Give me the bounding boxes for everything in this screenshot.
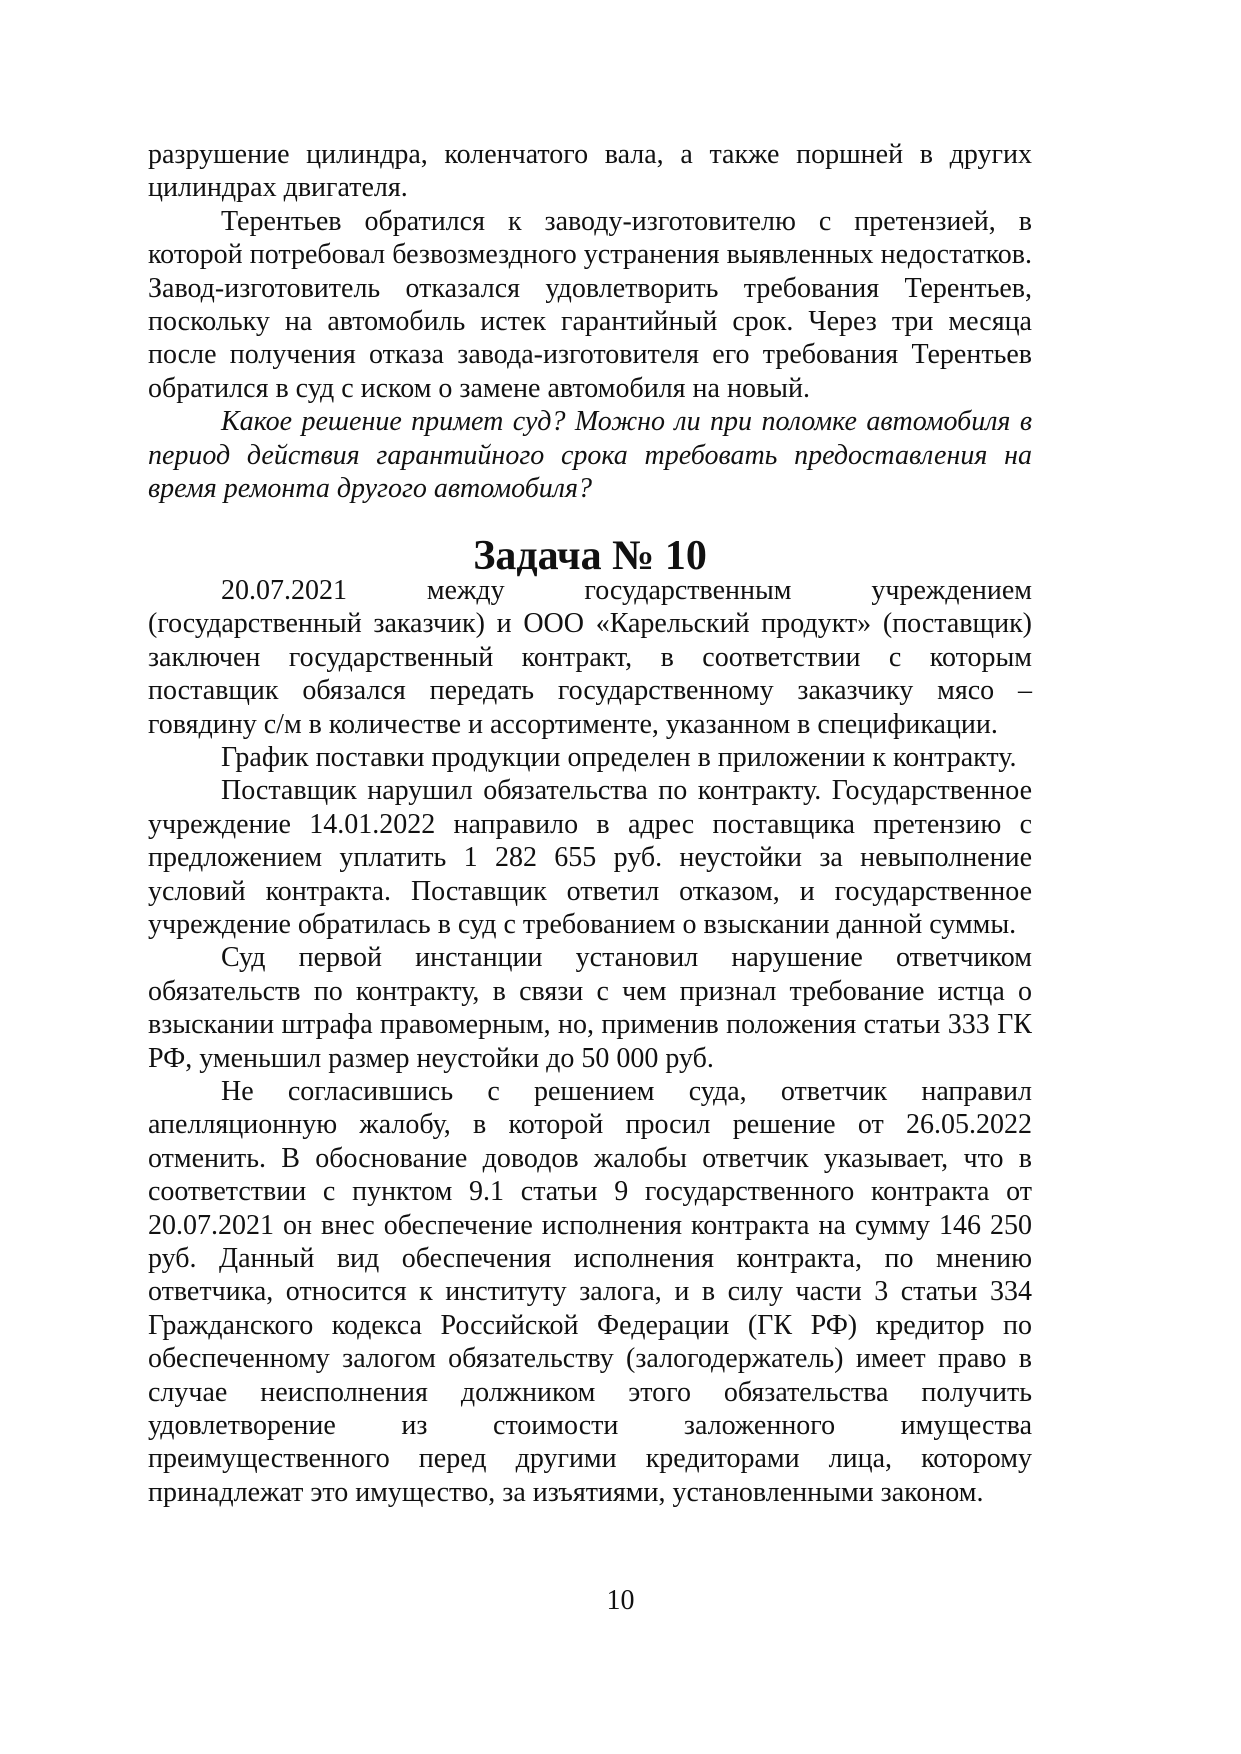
task-question: Какое решение примет суд? Можно ли при поломке автомобиля в период действия гарантийного срока требовать предоставления на время ремонта другого автомобиля? xyxy=(148,406,1032,505)
task-paragraph-violation: Поставщик нарушил обязательства по контракту. Государственное учреждение 14.01.2022 направило в адрес поставщика претензию с предложением уплатить 1 282 655 руб. неустойки за невыполнение условий контракта. Поставщик ответил отказом, и государственное учреждение обратилась в суд с требованием о взыскании данной суммы. xyxy=(148,775,1032,940)
task-paragraph-first-instance: Суд первой инстанции установил нарушение ответчиком обязательств по контракту, в связи с чем признал требование истца о взыскании штрафа правомерным, но, применив положения статьи 333 ГК РФ, уменьшил размер неустойки до 50 000 руб. xyxy=(148,942,1032,1074)
task-heading: Задача № 10 xyxy=(473,533,707,580)
task-paragraph-contract: 20.07.2021 между государственным учреждением (государственный заказчик) и ООО «Карельский продукт» (поставщик) заключен государственный контракт, в соответствии с которым поставщик обязался передать государственному заказчику мясо – говядину с/м в количестве и ассортименте, указанном в спецификации. xyxy=(148,574,1032,740)
page-body xyxy=(148,138,1032,1509)
paragraph-claim: Терентьев обратился к заводу-изготовителю с претензией, в которой потребовал безвозмездного устранения выявленных недостатков. Завод-изготовитель отказался удовлетворить требования Терентьев, поскольку на автомобиль истек гарантийный срок. Через три месяца после получения отказа завода-изготовителя его требования Терентьев обратился в суд с иском о замене автомобиля на новый. xyxy=(148,205,1032,404)
page-number: 10 xyxy=(606,1585,635,1616)
task-paragraph-appeal: Не согласившись с решением суда, ответчик направил апелляционную жалобу, в которой просил решение от 26.05.2022 отменить. В обоснование доводов жалобы ответчик указывает, что в соответствии с пунктом 9.1 статьи 9 государственного контракта от 20.07.2021 он внес обеспечение исполнения контракта на сумму 146 250 руб. Данный вид обеспечения исполнения контракта, по мнению ответчика, относится к институту залога, и в силу части 3 статьи 334 Гражданского кодекса Российской Федерации (ГК РФ) кредитор по обеспеченному залогом обязательству (залогодержатель) имеет право в случае неисполнения должником этого обязательства получить удовлетворение из стоимости заложенного имущества преимущественного перед другими кредиторами лица, которому принадлежат это имущество, за изъятиями, установленными законом. xyxy=(148,1075,1032,1508)
continuation-paragraph: разрушение цилиндра, коленчатого вала, а также поршней в других цилиндрах двигателя. xyxy=(148,139,1032,204)
task-paragraph-schedule: График поставки продукции определен в приложении к контракту. xyxy=(221,741,1017,773)
